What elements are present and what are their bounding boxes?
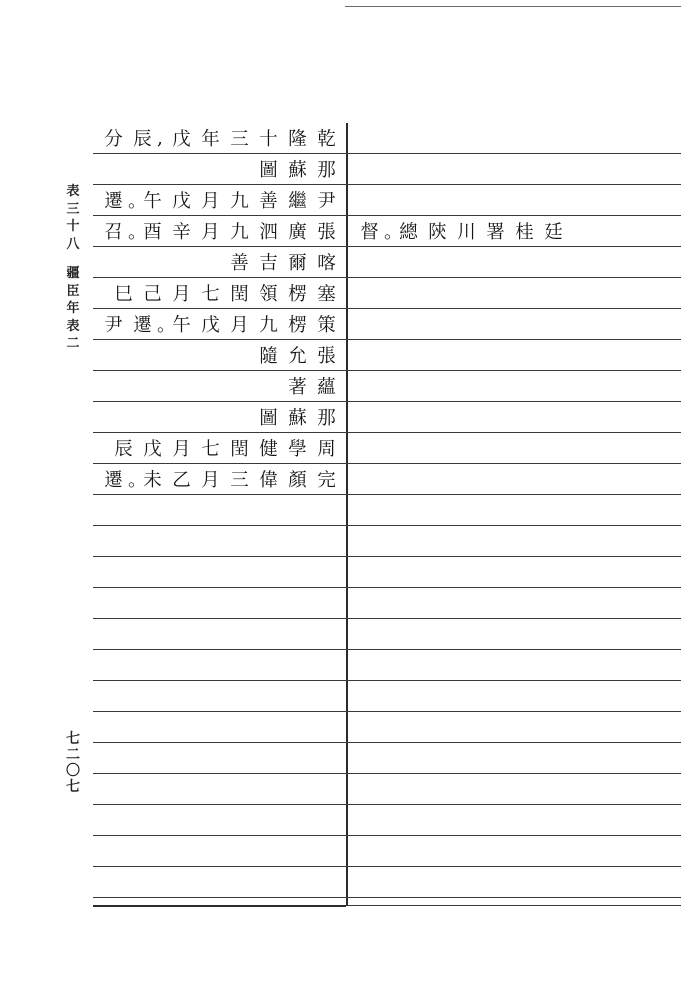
row-left-text: 遷 。 未 乙 月 三 偉 顏 完 bbox=[104, 470, 336, 491]
table-row bbox=[93, 588, 681, 619]
row-left-text bbox=[99, 588, 341, 618]
table-row bbox=[93, 743, 681, 774]
row-left-text: 著 蘊 bbox=[288, 377, 336, 398]
row-left-text bbox=[99, 526, 341, 556]
row-left-text: 遷 。 午 戊 月 九 善 繼 尹 bbox=[104, 191, 336, 212]
row-right-text bbox=[355, 557, 675, 587]
table-row bbox=[93, 836, 681, 867]
table-row bbox=[93, 402, 681, 433]
row-left-text: 圖 蘇 那 bbox=[259, 160, 336, 181]
side-title: 表 三 十 八 疆 臣 年 表 二 bbox=[66, 184, 80, 351]
row-right-text bbox=[355, 154, 675, 184]
row-left-text bbox=[99, 805, 341, 835]
table-row bbox=[93, 526, 681, 557]
row-right-text bbox=[355, 402, 675, 432]
row-right-text bbox=[355, 743, 675, 773]
row-right-text bbox=[355, 681, 675, 711]
row-left-text bbox=[99, 495, 341, 525]
table-row bbox=[93, 123, 681, 154]
row-right-text: 督 。 總 陝 川 署 桂 廷 bbox=[360, 222, 563, 243]
page-number: 七 二 〇 七 bbox=[66, 731, 80, 795]
row-right-text bbox=[355, 526, 675, 556]
row-right-text bbox=[355, 247, 675, 277]
row-right-text bbox=[355, 774, 675, 804]
row-right-text bbox=[355, 495, 675, 525]
row-right-text bbox=[355, 278, 675, 308]
row-left-text bbox=[99, 681, 341, 711]
row-left-text bbox=[99, 650, 341, 680]
row-left-text: 分 辰 , 戊 年 三 十 隆 乾 bbox=[104, 127, 336, 150]
table-row bbox=[93, 340, 681, 371]
table-row bbox=[93, 185, 681, 216]
table-row bbox=[93, 650, 681, 681]
row-right-text bbox=[355, 712, 675, 742]
table-row bbox=[93, 681, 681, 712]
row-right-text bbox=[355, 619, 675, 649]
table-row bbox=[93, 805, 681, 836]
table-row bbox=[93, 154, 681, 185]
table-row bbox=[93, 495, 681, 526]
row-right-text bbox=[355, 185, 675, 215]
bottom-rule-right bbox=[346, 905, 681, 906]
table-row bbox=[93, 216, 681, 247]
table-row bbox=[93, 309, 681, 340]
row-left-text bbox=[99, 712, 341, 742]
table-row bbox=[93, 619, 681, 650]
row-left-text bbox=[99, 867, 341, 897]
row-right-text bbox=[355, 464, 675, 494]
table-row bbox=[93, 557, 681, 588]
bottom-rule bbox=[93, 905, 346, 907]
row-right-text bbox=[355, 371, 675, 401]
row-right-text bbox=[355, 867, 675, 897]
table-row bbox=[93, 712, 681, 743]
table-row bbox=[93, 278, 681, 309]
row-left-text bbox=[99, 557, 341, 587]
row-right-text bbox=[355, 588, 675, 618]
row-left-text: 辰 戊 月 七 閏 健 學 周 bbox=[114, 439, 336, 460]
row-left-text: 隨 允 張 bbox=[259, 346, 336, 367]
row-left-text: 善 吉 爾 喀 bbox=[230, 253, 336, 274]
row-left-text bbox=[99, 743, 341, 773]
table-row bbox=[93, 433, 681, 464]
row-right-text bbox=[355, 836, 675, 866]
row-right-text bbox=[355, 433, 675, 463]
top-rule bbox=[345, 6, 681, 7]
row-right-text bbox=[355, 340, 675, 370]
row-left-text bbox=[99, 836, 341, 866]
row-left-text: 尹 遷 。 午 戊 月 九 楞 策 bbox=[104, 315, 336, 336]
row-left-text: 圖 蘇 那 bbox=[259, 408, 336, 429]
row-left-text bbox=[99, 774, 341, 804]
table-row bbox=[93, 867, 681, 898]
row-left-text bbox=[99, 619, 341, 649]
row-right-text bbox=[355, 123, 675, 153]
table-row bbox=[93, 247, 681, 278]
row-right-text bbox=[355, 805, 675, 835]
chronology-table bbox=[93, 123, 681, 898]
table-row bbox=[93, 371, 681, 402]
row-right-text bbox=[355, 650, 675, 680]
table-row bbox=[93, 774, 681, 805]
row-left-text: 召 。 酉 辛 月 九 泗 廣 張 bbox=[104, 222, 336, 243]
row-left-text: 巳 己 月 七 閏 領 楞 塞 bbox=[114, 284, 336, 305]
table-row bbox=[93, 464, 681, 495]
row-right-text bbox=[355, 309, 675, 339]
